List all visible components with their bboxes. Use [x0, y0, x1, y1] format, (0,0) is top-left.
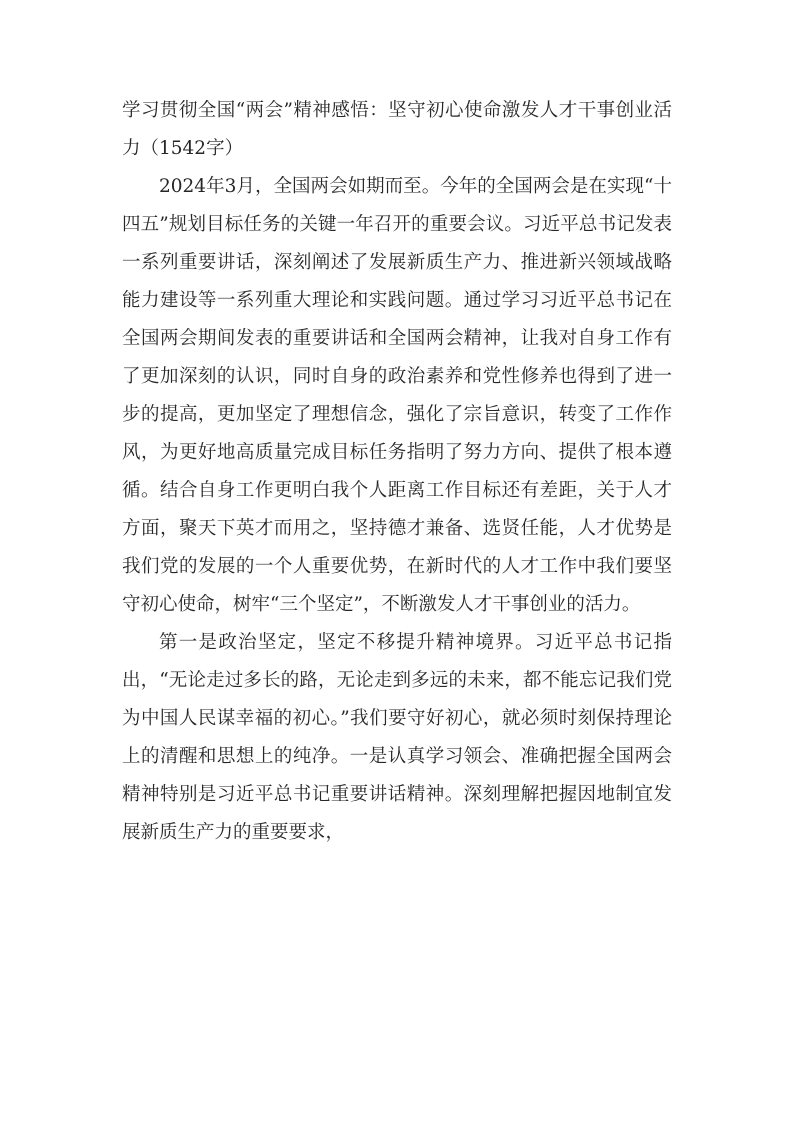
- paragraph-1: 2024年3月，全国两会如期而至。今年的全国两会是在实现“十四五”规划目标任务的关键一年召开的重要会议。习近平总书记发表一系列重要讲话，深刻阐述了发展新质生产力、推进新兴领域战略能力建设等一系列重大理论和实践问题。通过学习习近平总书记在全国两会期间发表的重要讲话和全国两会精神，让我对自身工作有了更加深刻的认识，同时自身的政治素养和党性修养也得到了进一步的提高，更加坚定了理想信念，强化了宗旨意识，转变了工作作风，为更好地高质量完成目标任务指明了努力方向、提供了根本遵循。结合自身工作更明白我个人距离工作目标还有差距，关于人才方面，聚天下英才而用之，坚持德才兼备、选贤任能，人才优势是我们党的发展的一个人重要优势，在新时代的人才工作中我们要坚守初心使命，树牢“三个坚定”，不断激发人才干事创业的活力。: [122, 176, 672, 615]
- paragraph-2: 第一是政治坚定，坚定不移提升精神境界。习近平总书记指出，“无论走过多长的路，无论走到多远的未来，都不能忘记我们党为中国人民谋幸福的初心。”我们要守好初心，就必须时刻保持理论上的清醒和思想上的纯净。一是认真学习领会、准确把握全国两会精神特别是习近平总书记重要讲话精神。深刻理解把握因地制宜发展新质生产力的重要要求，: [122, 632, 672, 843]
- document-body: [122, 92, 672, 852]
- document-title: 学习贯彻全国“两会”精神感悟：坚守初心使命激发人才干事创业活力（1542字）: [122, 100, 672, 159]
